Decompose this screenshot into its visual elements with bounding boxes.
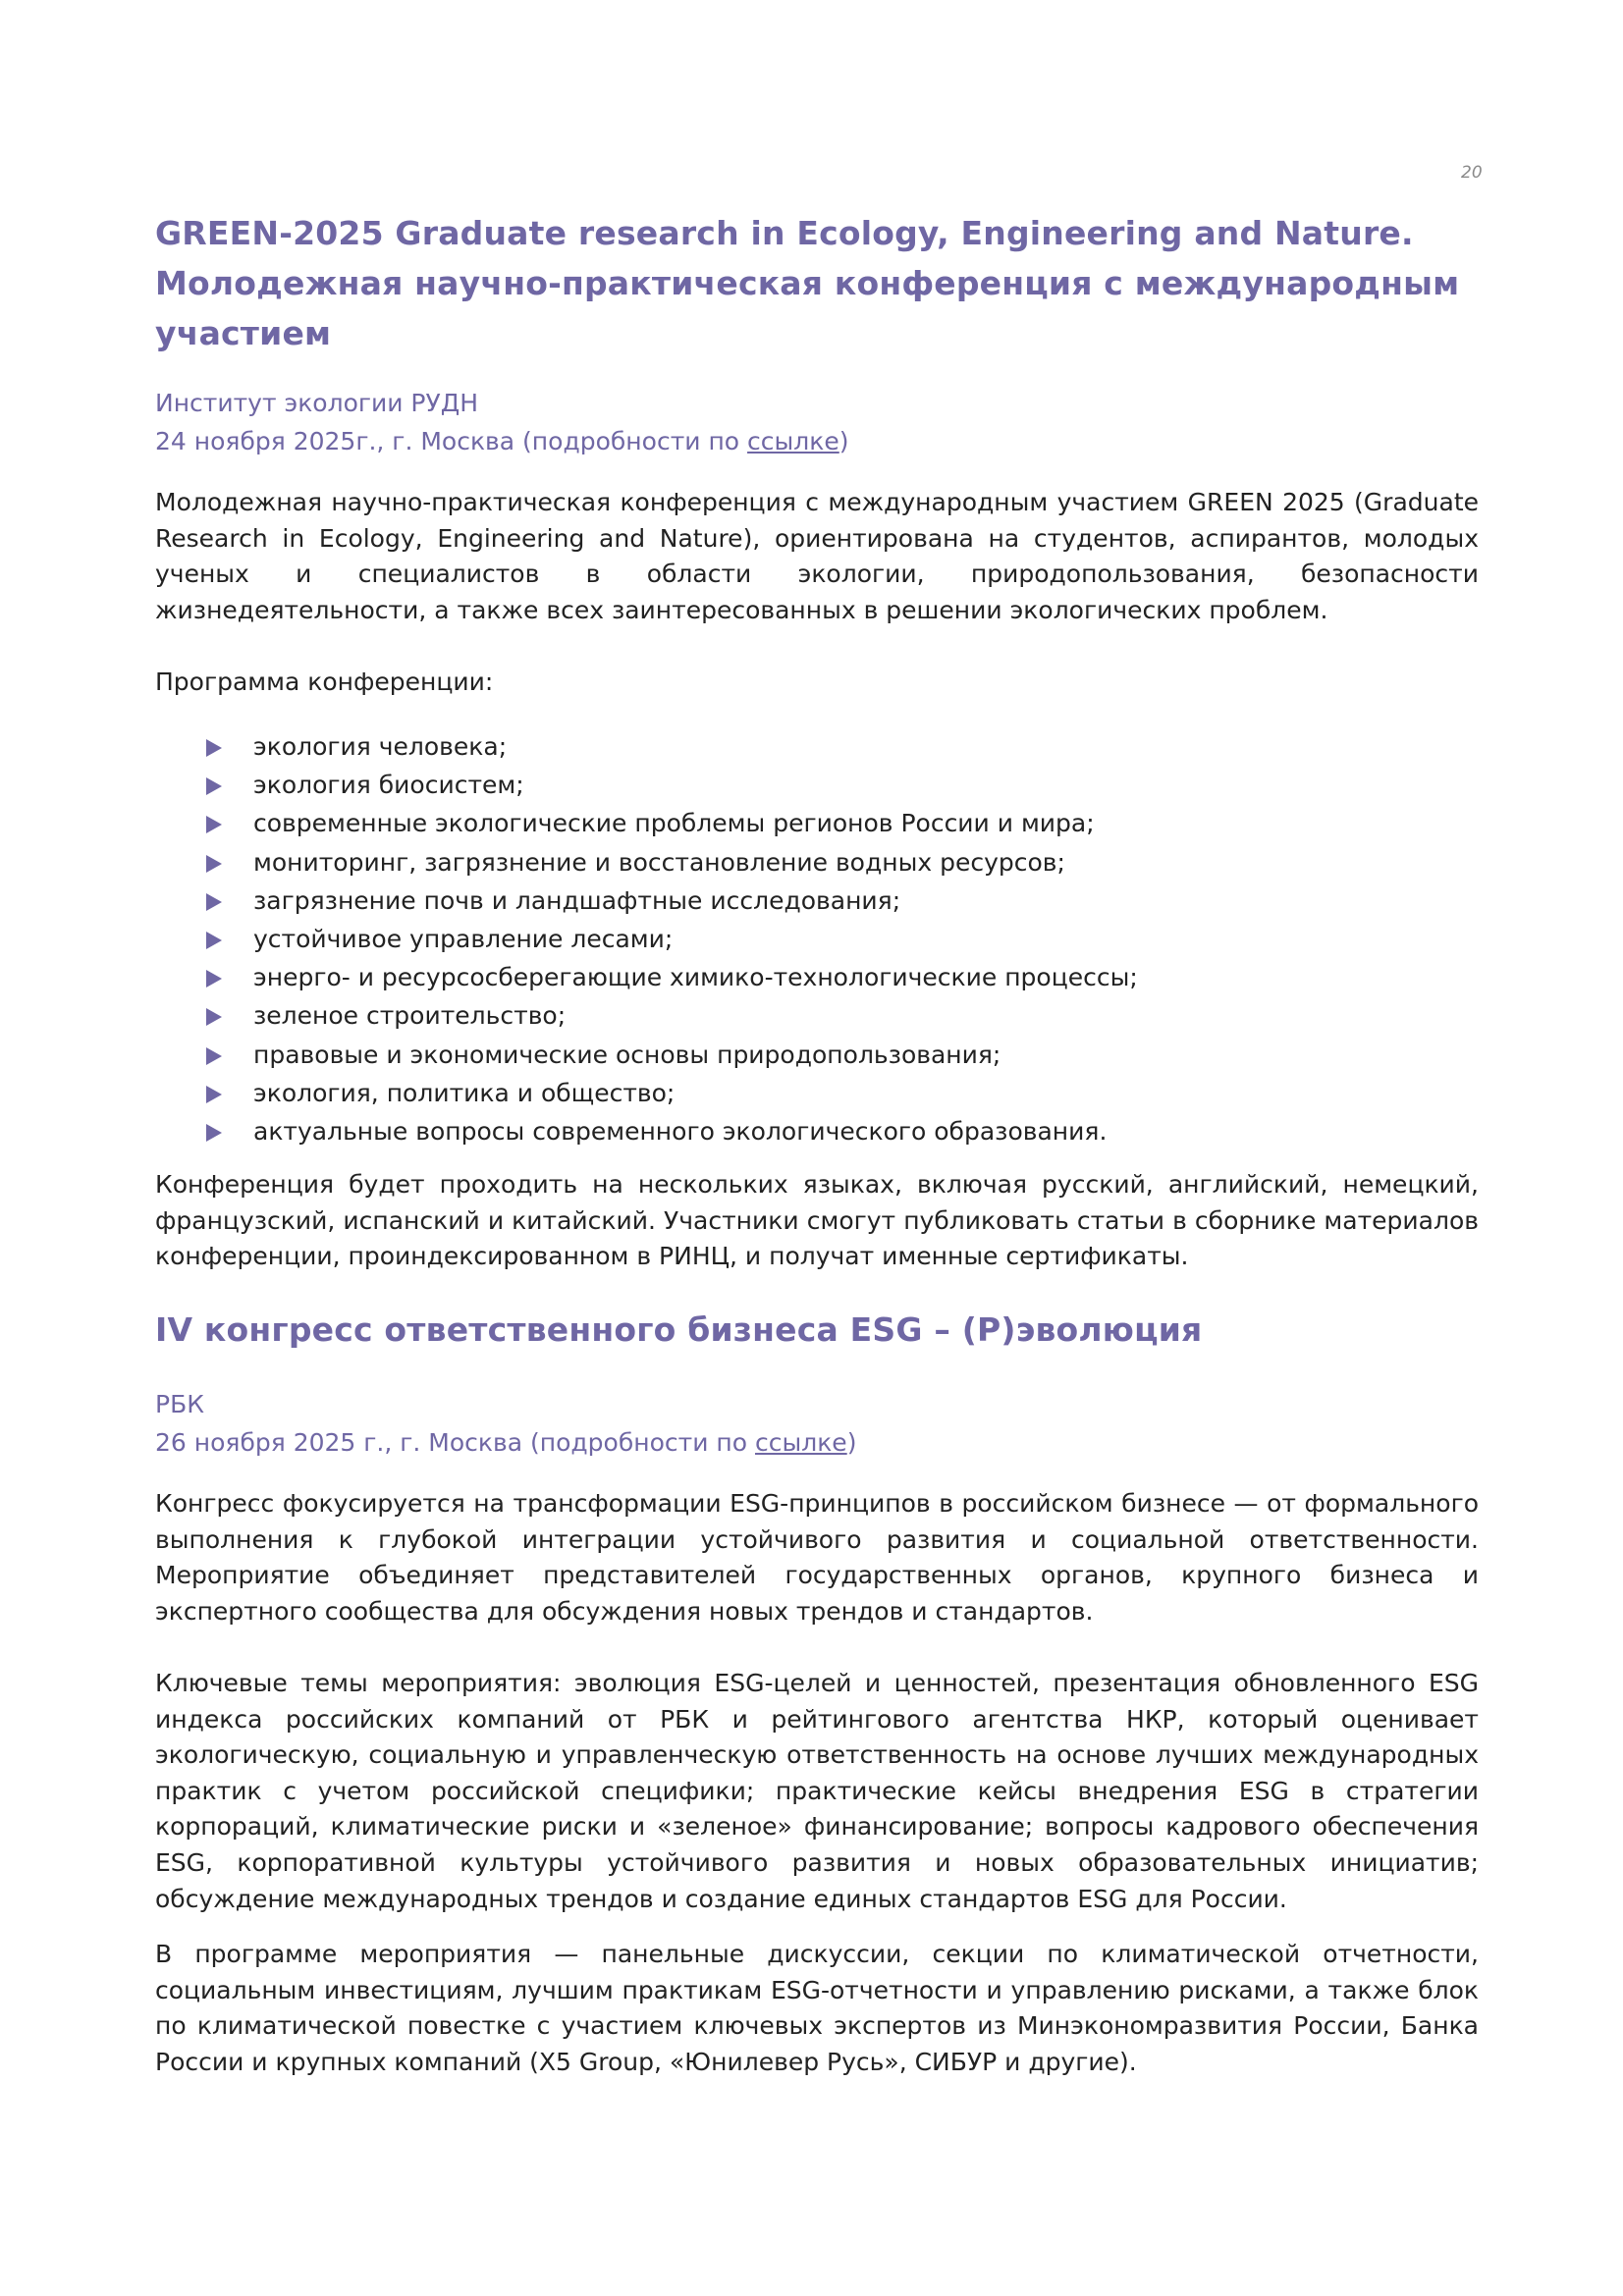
section1-meta <box>155 384 1479 460</box>
list-item <box>155 958 1479 996</box>
list-item <box>155 766 1479 804</box>
section2-organizer: РБК <box>155 1390 204 1418</box>
list-item-text: загрязнение почв и ландшафтные исследования; <box>253 885 901 915</box>
section2-paragraph-3: В программе мероприятия — панельные дискуссии, секции по климатической отчетности, социальным инвестициям, лучшим практикам ESG-отчетности и управлению рисками, а также блок по климатической повестке с участием ключевых экспертов из Минэкономразвития России, Банка России и крупных компаний (X5 Group, «Юнилевер Русь», СИБУР и другие). <box>155 1940 1479 2076</box>
section1-title-line3: участием <box>155 314 332 352</box>
triangle-right-icon <box>206 1124 222 1142</box>
list-item-text: актуальные вопросы современного экологического образования. <box>253 1116 1108 1146</box>
list-item <box>155 1074 1479 1112</box>
list-item <box>155 1112 1479 1150</box>
section1-title-line1: GREEN-2025 Graduate research in Ecology, Engineering and Nature. <box>155 214 1414 252</box>
section2-meta <box>155 1385 1479 1462</box>
list-item <box>155 1036 1479 1074</box>
triangle-right-icon <box>206 1008 222 1026</box>
list-item-text: современные экологические проблемы регионов России и мира; <box>253 809 1095 838</box>
list-item-text: устойчивое управление лесами; <box>253 924 674 953</box>
section2-date-close: ) <box>846 1428 857 1457</box>
triangle-right-icon <box>206 893 222 911</box>
list-item-text: зеленое строительство; <box>253 1001 567 1031</box>
section1-title-line2: Молодежная научно-практическая конференция с международным <box>155 264 1460 302</box>
section1-date-close: ) <box>839 427 849 455</box>
triangle-right-icon <box>206 932 222 949</box>
list-item <box>155 804 1479 842</box>
list-item <box>155 843 1479 881</box>
list-item-text: экология человека; <box>253 732 508 761</box>
section1-organizer: Институт экологии РУДН <box>155 389 479 417</box>
triangle-right-icon <box>206 739 222 757</box>
triangle-right-icon <box>206 1086 222 1103</box>
list-item <box>155 996 1479 1035</box>
triangle-right-icon <box>206 855 222 873</box>
triangle-right-icon <box>206 970 222 988</box>
list-item <box>155 727 1479 766</box>
list-item-text: экология биосистем; <box>253 771 524 800</box>
section2-date <box>155 1423 1479 1462</box>
section2-details-link[interactable]: ссылке <box>755 1428 847 1457</box>
triangle-right-icon <box>206 816 222 833</box>
section1-topic-list <box>155 727 1479 1150</box>
section1-closing: Конференция будет проходить на нескольких языках, включая русский, английский, немецкий, французский, испанский и китайский. Участники смогут публиковать статьи в сборнике материалов конференции, проиндексированном в РИНЦ, и получат именные сертификаты. <box>155 1170 1479 1271</box>
list-item-text: правовые и экономические основы природопользования; <box>253 1040 1001 1069</box>
list-item <box>155 881 1479 920</box>
section1-details-link[interactable]: ссылке <box>747 427 839 455</box>
list-item-text: энерго- и ресурсосберегающие химико-технологические процессы; <box>253 963 1138 992</box>
list-item-text: мониторинг, загрязнение и восстановление водных ресурсов; <box>253 847 1065 877</box>
section2-paragraph-2: Ключевые темы мероприятия: эволюция ESG-целей и ценностей, презентация обновленного ESG индекса российских компаний от РБК и рейтингового агентства НКР, который оценивает экологическую, социальную и управленческую ответственность на основе лучших международных практик с учетом российской специфики; практические кейсы внедрения ESG в стратегии корпораций, климатические риски и «зеленое» финансирование; вопросы кадрового обеспечения ESG, корпоративной культуры устойчивого развития и новых образовательных инициатив; обсуждение международных трендов и создание единых стандартов ESG для России. <box>155 1669 1479 1913</box>
section2-paragraph-1: Конгресс фокусируется на трансформации ESG-принципов в российском бизнесе — от формального выполнения к глубокой интеграции устойчивого развития и социальной ответственности. Мероприятие объединяет представителей государственных органов, крупного бизнеса и экспертного сообщества для обсуждения новых трендов и стандартов. <box>155 1489 1479 1626</box>
triangle-right-icon <box>206 1047 222 1065</box>
section1-program-label: Программа конференции: <box>155 667 494 696</box>
section1-date-text: 24 ноября 2025г., г. Москва (подробности по <box>155 427 748 455</box>
list-item <box>155 920 1479 958</box>
section2-date-text: 26 ноября 2025 г., г. Москва (подробности по <box>155 1428 755 1457</box>
page-number: 20 <box>1461 163 1483 183</box>
section1-intro: Молодежная научно-практическая конференция с международным участием GREEN 2025 (Graduate Research in Ecology, Engineering and Nature), ориентирована на студентов, аспирантов, молодых ученых и специалистов в области экологии, природопользования, безопасности жизнедеятельности, а также всех заинтересованных в решении экологических проблем. <box>155 488 1479 624</box>
section1-title <box>155 208 1479 358</box>
section1-date <box>155 422 1479 460</box>
triangle-right-icon <box>206 777 222 795</box>
list-item-text: экология, политика и общество; <box>253 1078 676 1107</box>
section2-title: IV конгресс ответственного бизнеса ESG – (Р)эволюция <box>155 1310 1203 1349</box>
